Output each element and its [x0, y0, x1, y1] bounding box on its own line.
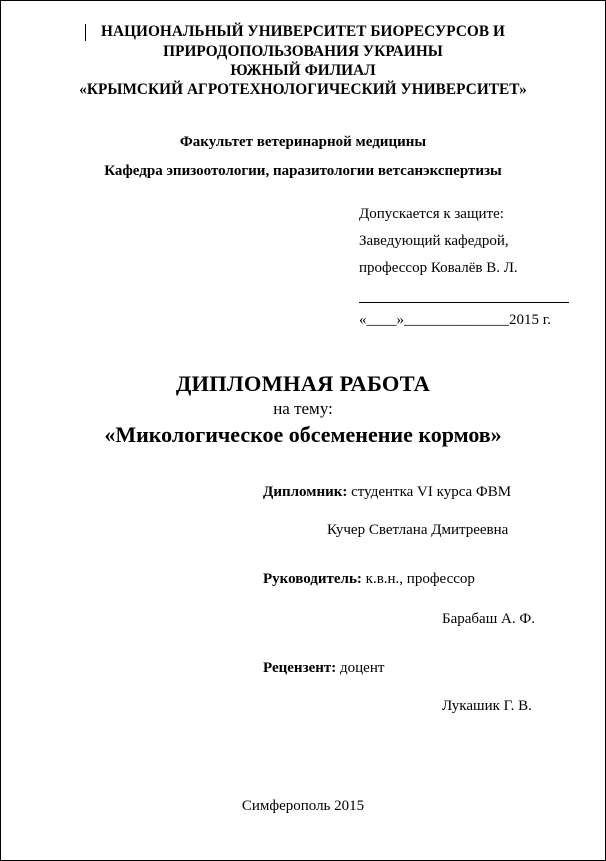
- reviewer-label: Рецензент:: [263, 660, 337, 676]
- supervisor-label: Руководитель:: [263, 571, 362, 587]
- signature-line: [359, 302, 569, 303]
- city-year: Симферополь 2015: [241, 798, 365, 814]
- faculty-name: Факультет ветеринарной медицины: [179, 134, 427, 150]
- student-value: студентка VI курса ФВМ: [351, 484, 512, 500]
- supervisor-row: [263, 571, 475, 588]
- reviewer-name: Лукашик Г. В.: [442, 698, 532, 714]
- branch-name: ЮЖНЫЙ ФИЛИАЛ: [230, 62, 376, 79]
- university-branch-full-name: «КРЫМСКИЙ АГРОТЕХНОЛОГИЧЕСКИЙ УНИВЕРСИТЕТ»: [79, 81, 527, 98]
- student-name: Кучер Светлана Дмитреевна: [327, 522, 509, 538]
- university-name-line-1: НАЦИОНАЛЬНЫЙ УНИВЕРСИТЕТ БИОРЕСУРСОВ И: [101, 23, 505, 40]
- thesis-topic: «Микологическое обсеменение кормов»: [104, 422, 502, 447]
- department-name: Кафедра эпизоотологии, паразитологии ветсанэкспертизы: [104, 163, 502, 179]
- approval-date-line: «____»______________2015 г.: [359, 312, 551, 328]
- document-subtitle: на тему:: [273, 399, 333, 418]
- university-name-line-2: ПРИРОДОПОЛЬЗОВАНИЯ УКРАИНЫ: [163, 43, 443, 60]
- supervisor-name: Барабаш А. Ф.: [442, 611, 535, 627]
- approval-line-3: профессор Ковалёв В. Л.: [359, 260, 518, 276]
- supervisor-value: к.в.н., профессор: [365, 571, 475, 587]
- reviewer-row: [263, 660, 384, 677]
- reviewer-value: доцент: [340, 660, 385, 676]
- student-row: [263, 484, 511, 501]
- student-label: Дипломник:: [263, 484, 348, 500]
- document-title: ДИПЛОМНАЯ РАБОТА: [175, 371, 431, 396]
- approval-line-1: Допускается к защите:: [359, 206, 504, 222]
- approval-line-2: Заведующий кафедрой,: [359, 233, 509, 249]
